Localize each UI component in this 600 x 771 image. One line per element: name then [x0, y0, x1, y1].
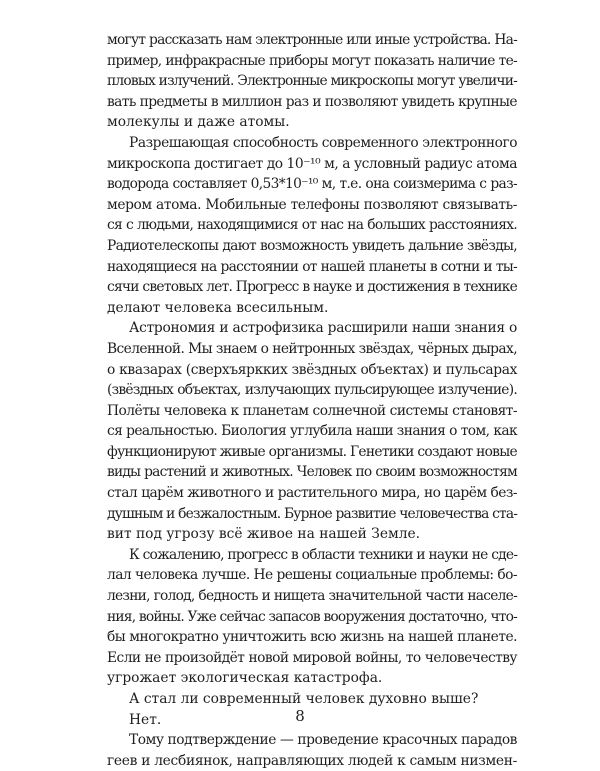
text-line: Астрономия и астрофизика расширили наши знания о [129, 320, 517, 337]
text-line: молекулы и даже атомы. [107, 114, 290, 131]
text-line: пример, инфракрасные приборы могут показать наличие те- [107, 52, 517, 69]
text-line: микроскопа достигает до 10⁻¹⁰ м, а условный радиус атома [107, 155, 518, 172]
page-body [107, 30, 517, 771]
text-line: Полёты человека к планетам солнечной системы становят- [107, 402, 517, 419]
text-line: (звёздных объектах, излучающих пульсирующее излучение). [107, 382, 517, 399]
text-line: водорода составляет 0,53*10⁻¹⁰ м, т.е. она соизмерима с раз- [107, 176, 517, 193]
text-line: пловых излучений. Электронные микроскопы могут увеличи- [107, 73, 517, 90]
text-line: ния, войны. Уже сейчас запасов вооружения достаточно, что- [107, 608, 517, 625]
text-line: вать предметы в миллион раз и позволяют увидеть крупные [107, 93, 517, 110]
text-line: функционируют живые организмы. Генетики создают новые [107, 443, 517, 460]
text-line: могут рассказать нам электронные или иные устройства. На- [107, 32, 517, 48]
text-line: геев и лесбиянок, направляющих людей к самым низмен- [107, 752, 518, 769]
text-line: А стал ли современный человек духовно выше? [129, 691, 479, 707]
text-line: ся с людьми, находящимися от нас на больших расстояниях. [107, 217, 517, 234]
text-line: Тому подтверждение — проведение красочных парадов [129, 732, 517, 749]
text-line: К сожалению, прогресс в области техники и науки не сде- [129, 546, 518, 563]
text-line: Вселенной. Мы знаем о нейтронных звёздах, чёрных дырах, [107, 340, 517, 357]
text-line: лал человека лучше. Не решены социальные проблемы: бо- [107, 567, 517, 584]
text-line: сячи световых лет. Прогресс в науке и достижения в технике [107, 279, 517, 296]
page-number: 8 [295, 707, 305, 725]
text-line: лезни, голод, бедность и нищета значительной части населе- [107, 588, 517, 605]
text-line: делают человека всесильным. [107, 299, 329, 316]
text-line: находящиеся на расстоянии от нашей планеты в сотни и ты- [107, 258, 517, 275]
text-line: угрожает экологическая катастрофа. [107, 670, 383, 687]
text-line: о квазарах (сверхъяркких звёздных объектах) и пульсарах [107, 361, 517, 378]
text-line: виды растений и животных. Человек по своим возможностям [107, 464, 517, 481]
text-line: Разрешающая способность современного электронного [129, 134, 518, 151]
text-line: стал царём животного и растительного мира, но царём без- [107, 485, 517, 502]
text-line: бы многократно уничтожить всю жизнь на нашей планете. [107, 629, 517, 646]
text-line: вит под угрозу всё живое на нашей Земле. [107, 526, 421, 543]
text-line: ся реальностью. Биология углубила наши знания о том, как [107, 423, 517, 440]
text-line: Радиотелескопы дают возможность увидеть дальние звёзды, [107, 237, 517, 254]
text-line: Если не произойдёт новой мировой войны, то человечеству [107, 649, 517, 666]
text-line: мером атома. Мобильные телефоны позволяют связывать- [107, 196, 517, 213]
text-line: душным и безжалостным. Бурное развитие человечества ста- [107, 505, 518, 522]
text-line: Нет. [129, 711, 162, 728]
